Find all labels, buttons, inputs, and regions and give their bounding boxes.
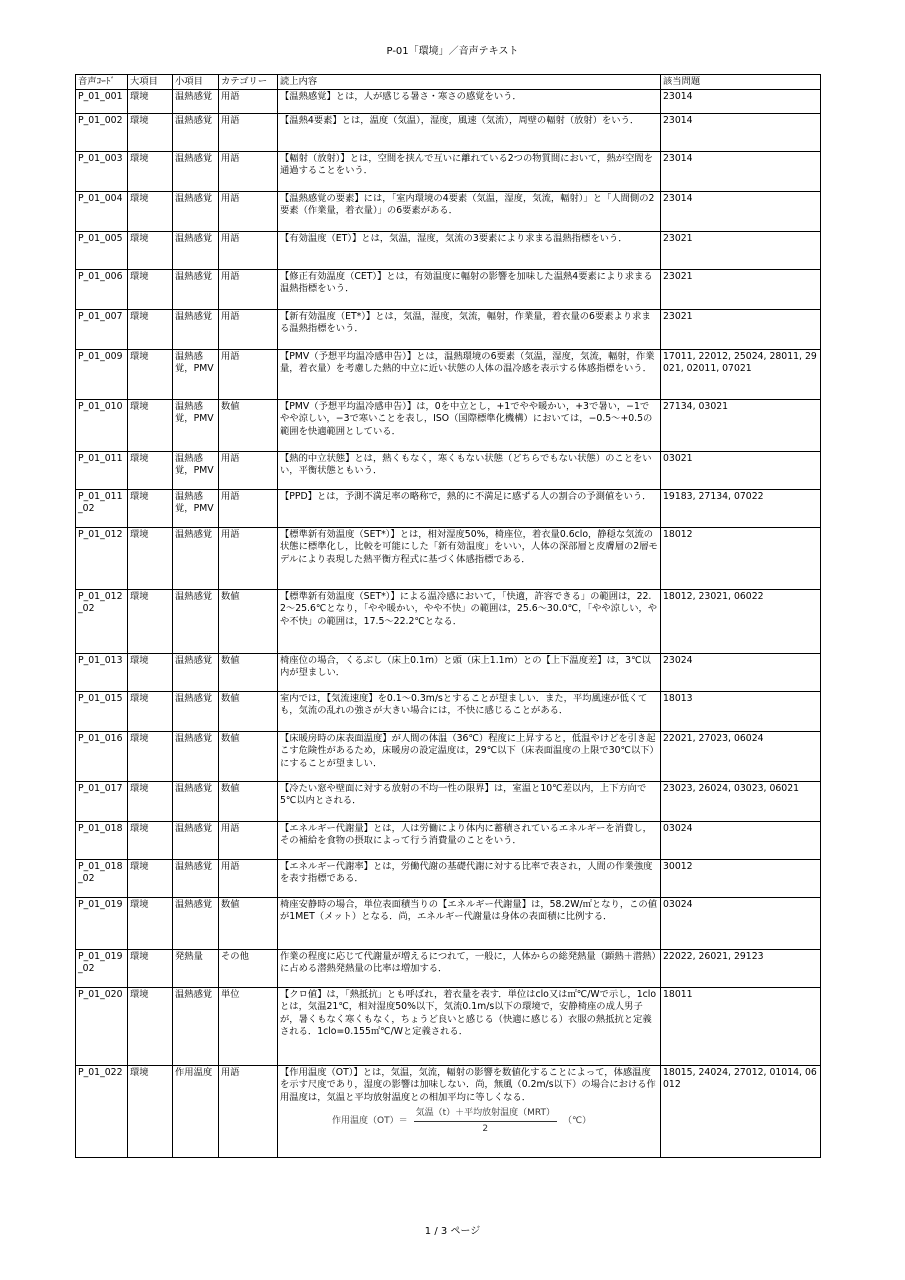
cell-major: 環境 [128,589,173,653]
voice-text-table [75,74,821,1158]
cell-code: P_01_015 [76,691,128,731]
cell-minor: 温熱感覚 [173,527,219,589]
cell-problem: 18011 [661,987,821,1065]
cell-code: P_01_018 [76,821,128,859]
cell-major: 環境 [128,691,173,731]
cell-minor: 発熱量 [173,949,219,987]
cell-major: 環境 [128,527,173,589]
cell-code: P_01_022 [76,1065,128,1157]
cell-code: P_01_003 [76,151,128,191]
table-row [76,113,821,151]
cell-major: 環境 [128,89,173,113]
cell-category: 用語 [219,191,278,231]
cell-category: 用語 [219,151,278,191]
table-row [76,191,821,231]
formula-denominator: 2 [482,1123,489,1134]
cell-problem: 23014 [661,191,821,231]
cell-problem: 22022, 26021, 29123 [661,949,821,987]
cell-problem: 19183, 27134, 07022 [661,489,821,527]
cell-minor: 温熱感覚 [173,191,219,231]
cell-code: P_01_017 [76,781,128,821]
cell-category: 単位 [219,987,278,1065]
table-row [76,731,821,781]
cell-minor: 温熱感覚 [173,859,219,897]
table-row [76,781,821,821]
table-row [76,987,821,1065]
cell-minor: 温熱感覚，PMV [173,489,219,527]
cell-major: 環境 [128,781,173,821]
cell-code: P_01_012_02 [76,589,128,653]
cell-category: 数値 [219,653,278,691]
cell-code: P_01_001 [76,89,128,113]
cell-minor: 温熱感覚 [173,897,219,949]
cell-major: 環境 [128,731,173,781]
cell-problem: 18015, 24024, 27012, 01014, 06012 [661,1065,821,1157]
cell-major: 環境 [128,653,173,691]
operative-temperature-formula [332,1107,658,1135]
cell-minor: 温熱感覚，PMV [173,399,219,451]
cell-category: 数値 [219,731,278,781]
cell-category: 数値 [219,691,278,731]
cell-content: 【PPD】とは，予測不満足率の略称で，熱的に不満足に感ずる人の割合の予測値をいう． [278,489,661,527]
cell-content: 【PMV（予想平均温冷感申告）】とは，温熱環境の6要素（気温，湿度，気流，輻射，作業量，着衣量）を考慮した熱的中立に近い状態の人体の温冷感を表示する体感指標をいう． [278,349,661,399]
cell-category: 用語 [219,309,278,349]
header-content: 読上内容 [278,75,661,90]
cell-problem: 23014 [661,89,821,113]
cell-content: 椅座位の場合，くるぶし（床上0.1m）と頭（床上1.1m）との【上下温度差】は，3℃以内が望ましい． [278,653,661,691]
cell-minor: 温熱感覚 [173,151,219,191]
cell-problem: 03021 [661,451,821,489]
cell-problem: 23023, 26024, 03023, 06021 [661,781,821,821]
table-row [76,897,821,949]
cell-category: 数値 [219,589,278,653]
formula-numerator: 気温（t）＋平均放射温度（MRT） [414,1107,557,1122]
cell-category: 用語 [219,1065,278,1157]
cell-category: 数値 [219,399,278,451]
cell-major: 環境 [128,191,173,231]
cell-major: 環境 [128,399,173,451]
table-row [76,309,821,349]
cell-content: 【温熱感覚の要素】には，「室内環境の4要素（気温，湿度，気流，輻射）」と「人間側の2要素（作業量，着衣量）」の6要素がある． [278,191,661,231]
formula-fraction [414,1107,557,1135]
cell-category: 用語 [219,269,278,309]
cell-minor: 温熱感覚，PMV [173,349,219,399]
cell-code: P_01_020 [76,987,128,1065]
cell-major: 環境 [128,987,173,1065]
cell-major: 環境 [128,897,173,949]
table-row [76,821,821,859]
cell-problem: 23024 [661,653,821,691]
cell-content: 【新有効温度（ET*）】とは，気温，湿度，気流，輻射，作業量，着衣量の6要素より求まる温熱指標をいう． [278,309,661,349]
cell-content: 作業の程度に応じて代謝量が増えるにつれて，一般に，人体からの総発熱量（顕熱＋潜熱）に占める潜熱発熱量の比率は増加する． [278,949,661,987]
cell-content: 【床暖房時の床表面温度】が人間の体温（36℃）程度に上昇すると，低温やけどを引き起こす危険性があるため，床暖房の設定温度は，29℃以下（床表面温度の上限で30℃以下）にすることが望ましい． [278,731,661,781]
cell-major: 環境 [128,231,173,269]
cell-major: 環境 [128,1065,173,1157]
cell-major: 環境 [128,113,173,151]
cell-content: 【冷たい窓や壁面に対する放射の不均一性の限界】は，室温と10℃差以内，上下方向で5℃以内とされる． [278,781,661,821]
cell-major: 環境 [128,309,173,349]
table-row [76,527,821,589]
cell-category: 用語 [219,349,278,399]
cell-code: P_01_013 [76,653,128,691]
table-header-row [76,75,821,90]
page-title: P-01「環境」／音声テキスト [386,46,519,57]
cell-content: 【標準新有効温度（SET*）】とは，相対湿度50%，椅座位，着衣量0.6clo，静穏な気流の状態に標準化し，比較を可能にした「新有効温度」をいい，人体の深部層と皮膚層の2層モデルにより表現した熱平衡方程式に基づく体感指標である． [278,527,661,589]
formula-lhs: 作用温度（OT）＝ [332,1115,408,1126]
cell-problem: 22021, 27023, 06024 [661,731,821,781]
cell-minor: 温熱感覚 [173,731,219,781]
cell-minor: 温熱感覚 [173,309,219,349]
cell-minor: 温熱感覚 [173,231,219,269]
cell-content: 【温熱感覚】とは，人が感じる暑さ・寒さの感覚をいう． [278,89,661,113]
cell-code: P_01_019 [76,897,128,949]
cell-category: 用語 [219,821,278,859]
formula-unit: （℃） [563,1115,592,1126]
cell-problem: 30012 [661,859,821,897]
cell-problem: 18012, 23021, 06022 [661,589,821,653]
cell-category: 数値 [219,897,278,949]
cell-code: P_01_018_02 [76,859,128,897]
cell-content: 【温熱4要素】とは，温度（気温），湿度，風速（気流），周壁の輻射（放射）をいう． [278,113,661,151]
cell-major: 環境 [128,269,173,309]
table-row [76,349,821,399]
table-row [76,231,821,269]
cell-problem: 23021 [661,231,821,269]
cell-content: 【エネルギー代謝量】とは，人は労働により体内に蓄積されているエネルギーを消費し，その補給を食物の摂取によって行う消費量のことをいう． [278,821,661,859]
cell-major: 環境 [128,151,173,191]
cell-minor: 温熱感覚，PMV [173,451,219,489]
cell-content: 【熱的中立状態】とは，熱くもなく，寒くもない状態（どちらでもない状態）のことをいい，平衡状態ともいう． [278,451,661,489]
cell-category: 数値 [219,781,278,821]
cell-problem: 18013 [661,691,821,731]
cell-code: P_01_002 [76,113,128,151]
cell-content: 椅座安静時の場合，単位表面積当りの【エネルギー代謝量】は，58.2W/㎡となり，この値が1MET（メット）となる．尚，エネルギー代謝量は身体の表面積に比例する． [278,897,661,949]
cell-minor: 作用温度 [173,1065,219,1157]
cell-content: 室内では，【気流速度】を0.1〜0.3m/sとすることが望ましい．また，平均風速が低くても，気流の乱れの強さが大きい場合には，不快に感じることがある． [278,691,661,731]
table-row [76,489,821,527]
cell-problem: 23014 [661,113,821,151]
cell-code: P_01_010 [76,399,128,451]
table-row [76,451,821,489]
cell-minor: 温熱感覚 [173,589,219,653]
cell-major: 環境 [128,451,173,489]
cell-content: 【エネルギー代謝率】とは，労働代謝の基礎代謝に対する比率で表され，人間の作業強度を表す指標である． [278,859,661,897]
header-problem: 該当問題 [661,75,821,90]
cell-minor: 温熱感覚 [173,269,219,309]
header-major: 大項目 [128,75,173,90]
cell-major: 環境 [128,349,173,399]
table-row [76,589,821,653]
cell-content: 【PMV（予想平均温冷感申告）】は，0を中立とし，+1でやや暖かい，+3で暑い，−1でやや涼しい，−3で寒いことを表し，ISO（国際標準化機構）においては，−0.5〜+0.5の範囲を快適範囲としている． [278,399,661,451]
cell-code: P_01_011_02 [76,489,128,527]
cell-content: 【標準新有効温度（SET*）】による温冷感において，「快適，許容できる」の範囲は，22.2〜25.6℃となり，「やや暖かい，やや不快」の範囲は，25.6〜30.0℃，「やや涼しい，やや不快」の範囲は，17.5〜22.2℃となる． [278,589,661,653]
table-row [76,949,821,987]
cell-minor: 温熱感覚 [173,113,219,151]
cell-category: その他 [219,949,278,987]
cell-content: 【有効温度（ET）】とは，気温，湿度，気流の3要素により求まる温熱指標をいう． [278,231,661,269]
cell-category: 用語 [219,489,278,527]
table-row [76,1065,821,1157]
cell-category: 用語 [219,89,278,113]
table-row [76,269,821,309]
cell-problem: 23021 [661,269,821,309]
cell-category: 用語 [219,527,278,589]
header-category: カテゴリー [219,75,278,90]
cell-code: P_01_009 [76,349,128,399]
page-number: 1 / 3 ページ [424,1226,481,1237]
cell-category: 用語 [219,113,278,151]
table-row [76,399,821,451]
cell-major: 環境 [128,489,173,527]
cell-code: P_01_011 [76,451,128,489]
cell-code: P_01_012 [76,527,128,589]
table-row [76,859,821,897]
cell-content: 【作用温度（OT）】とは，気温，気流，輻射の影響を数値化することによって，体感温度を示す尺度であり，湿度の影響は加味しない．尚，無風（0.2m/s以下）の場合における作用温度は，気温と平均放射温度との相加平均に等しくなる． [280,1066,656,1103]
cell-content: 【輻射（放射）】とは，空間を挟んで互いに離れている2つの物質間において，熱が空間を通過することをいう． [278,151,661,191]
cell-major: 環境 [128,859,173,897]
cell-minor: 温熱感覚 [173,653,219,691]
cell-content-with-formula [278,1065,661,1157]
cell-content: 【クロ値】は，「熱抵抗」とも呼ばれ，着衣量を表す．単位はclo又は㎡℃/Wで示し，1cloとは，気温21℃，相対湿度50%以下，気流0.1m/s以下の環境で，安静椅座の成人男子が，暑くもなく寒くもなく，ちょうど良いと感じる（快適に感じる）衣服の熱抵抗と定義される．1clo=0.155㎡℃/Wと定義される． [278,987,661,1065]
cell-code: P_01_004 [76,191,128,231]
cell-problem: 23014 [661,151,821,191]
cell-problem: 23021 [661,309,821,349]
cell-category: 用語 [219,859,278,897]
cell-problem: 03024 [661,897,821,949]
cell-code: P_01_006 [76,269,128,309]
cell-code: P_01_019_02 [76,949,128,987]
cell-minor: 温熱感覚 [173,89,219,113]
cell-code: P_01_005 [76,231,128,269]
cell-minor: 温熱感覚 [173,821,219,859]
table-row [76,691,821,731]
cell-minor: 温熱感覚 [173,691,219,731]
cell-code: P_01_007 [76,309,128,349]
cell-code: P_01_016 [76,731,128,781]
cell-major: 環境 [128,821,173,859]
header-code: 音声ｺｰﾄﾞ [76,75,128,90]
cell-problem: 18012 [661,527,821,589]
cell-category: 用語 [219,451,278,489]
cell-category: 用語 [219,231,278,269]
cell-major: 環境 [128,949,173,987]
table-row [76,89,821,113]
cell-problem: 03024 [661,821,821,859]
cell-minor: 温熱感覚 [173,987,219,1065]
header-minor: 小項目 [173,75,219,90]
table-row [76,151,821,191]
cell-minor: 温熱感覚 [173,781,219,821]
table-row [76,653,821,691]
cell-content: 【修正有効温度（CET）】とは，有効温度に輻射の影響を加味した温熱4要素により求まる温熱指標をいう． [278,269,661,309]
cell-problem: 27134, 03021 [661,399,821,451]
cell-problem: 17011, 22012, 25024, 28011, 29021, 02011, 07021 [661,349,821,399]
